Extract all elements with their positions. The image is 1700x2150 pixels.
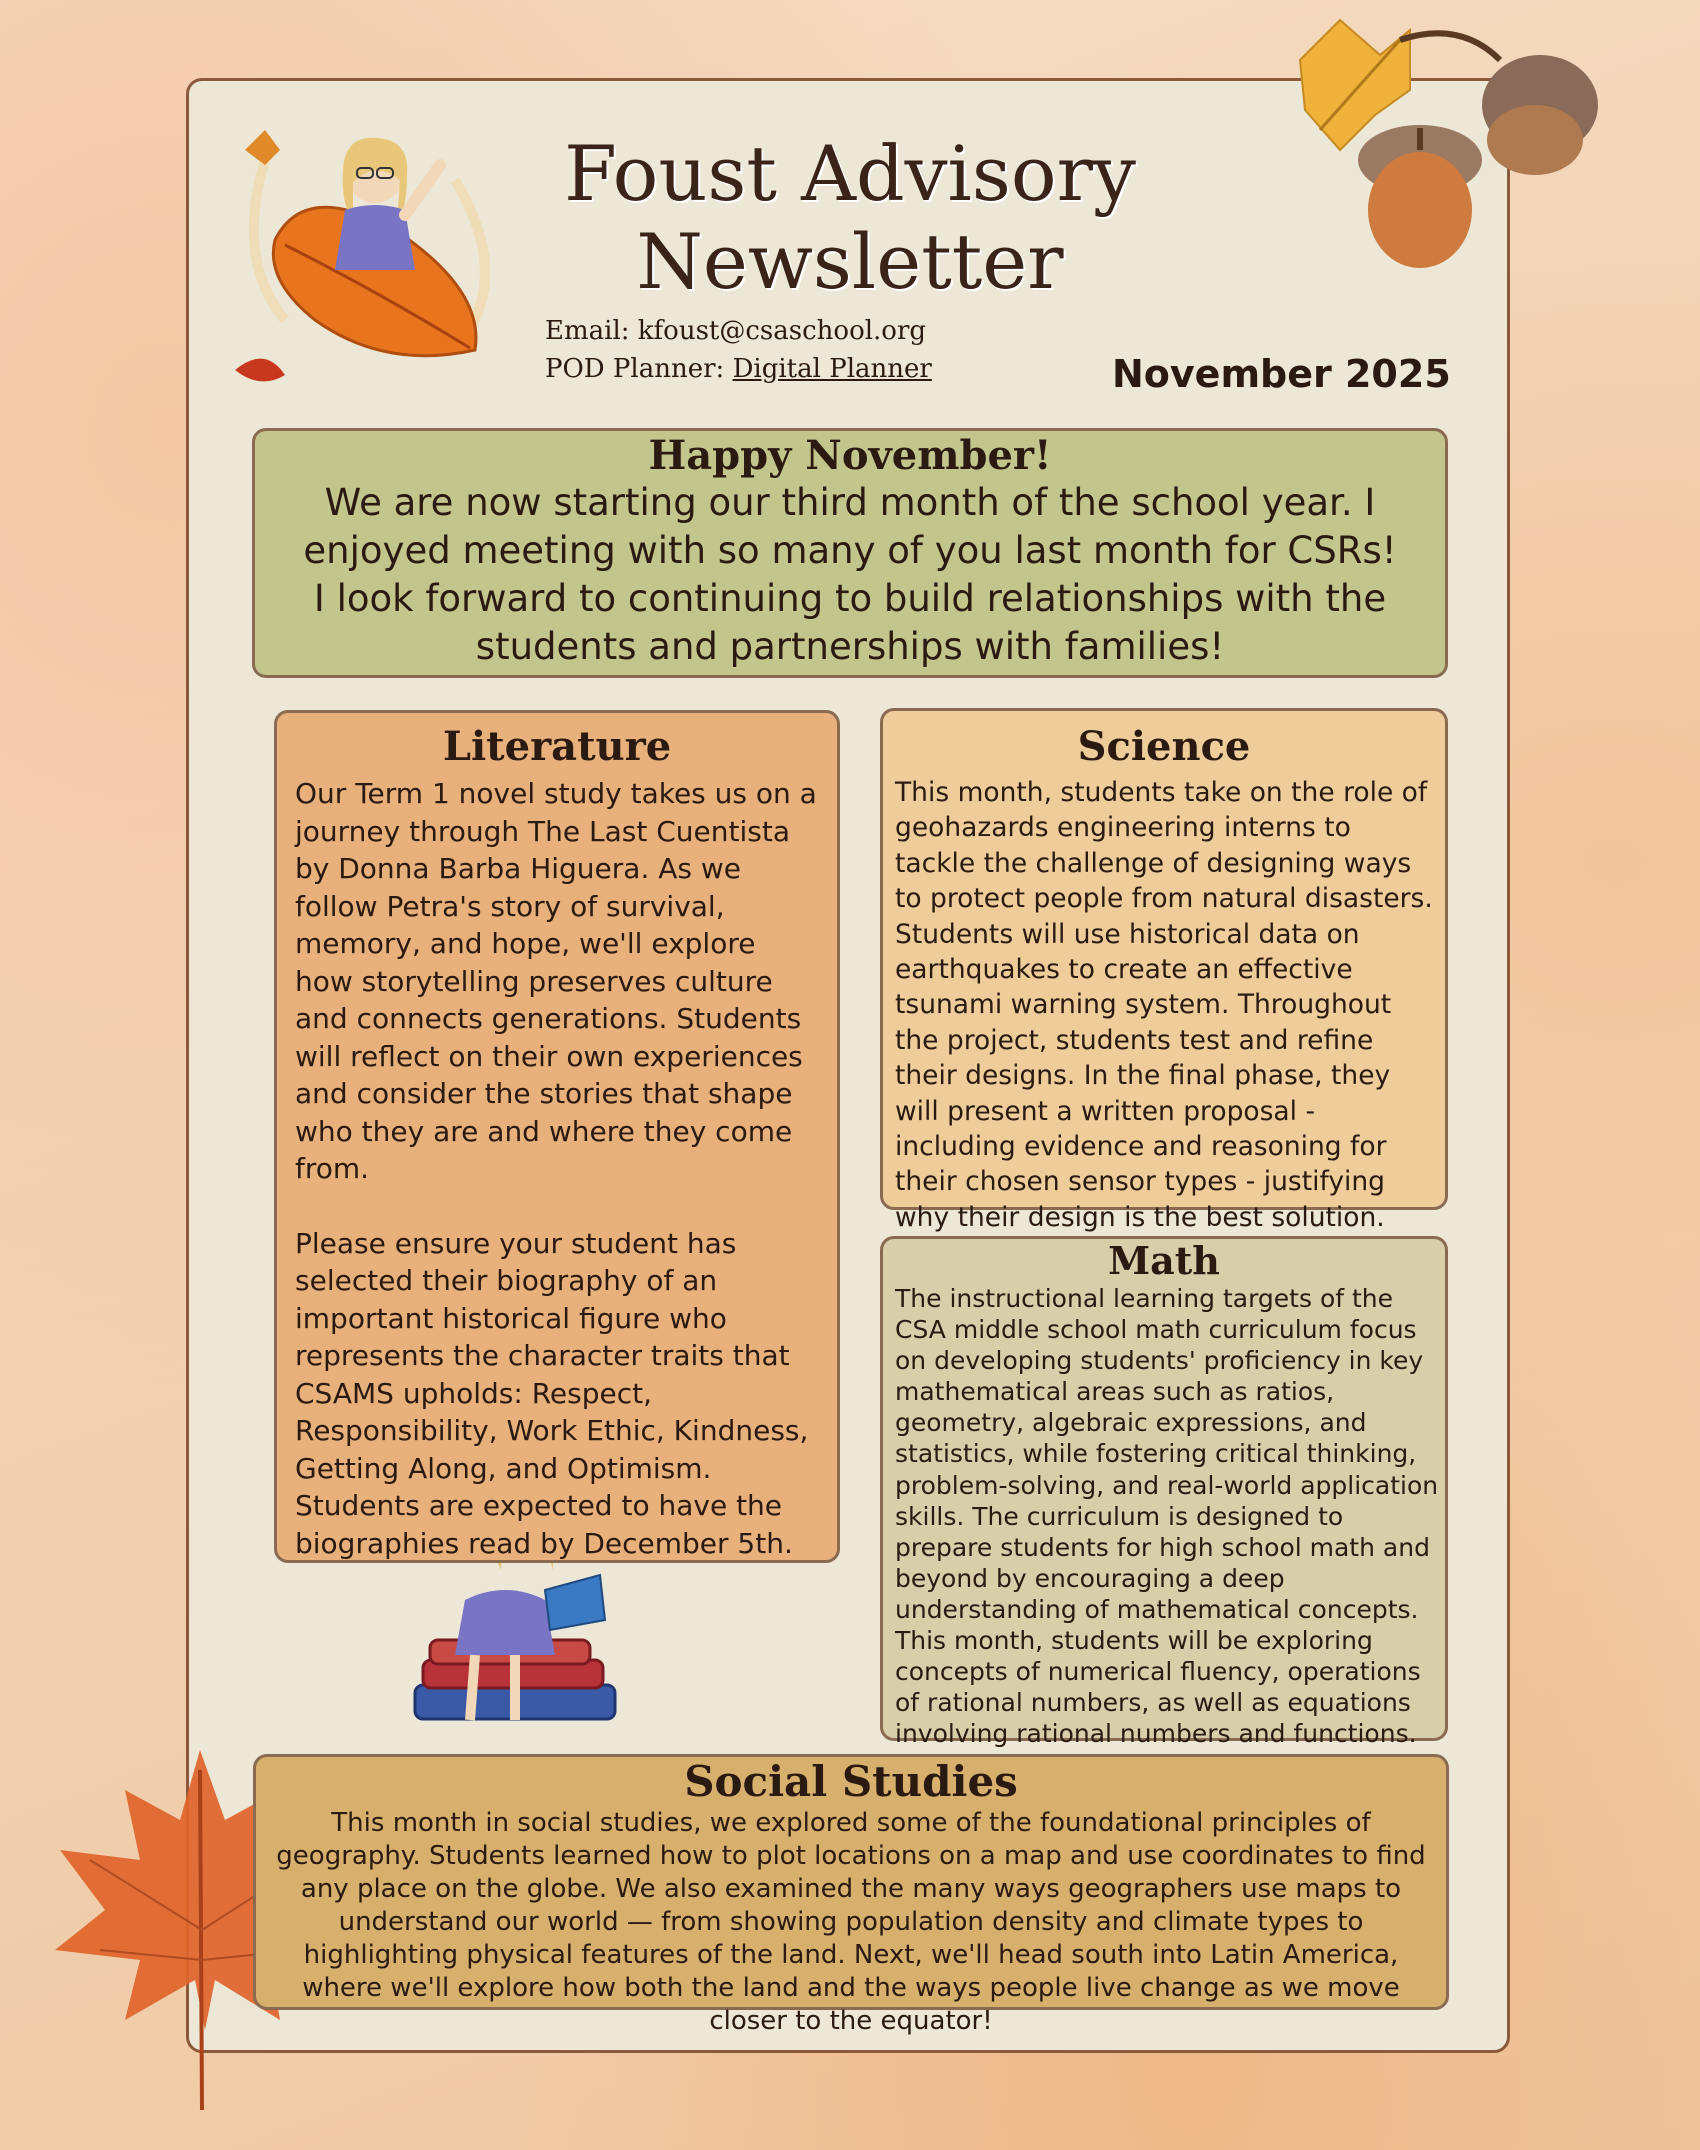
avatar-on-leaf-illustration bbox=[225, 120, 525, 400]
issue-date: November 2025 bbox=[1112, 352, 1451, 396]
math-body: The instructional learning targets of the CSA middle school math curriculum focus on developing students' proficiency in key mathematical areas such as ratios, geometry, algebraic expressions, and statistics, while fostering critical thinking, problem-solving, and real-world application skills. The curriculum is designed to prepare students for high school math and beyond by encouraging a deep understanding of mathematical concepts. This month, students will be exploring concepts of numerical fluency, operations of rational numbers, as well as equations involving rational numbers and functions. bbox=[895, 1284, 1439, 1749]
welcome-body: We are now starting our third month of the school year. I enjoyed meeting with so many of you last month for CSRs! I look forward to continuing to build relationships with the students and partnerships with families! bbox=[303, 481, 1397, 668]
contact-info bbox=[545, 312, 932, 388]
science-body: This month, students take on the role of geohazards engineering interns to tackle the challenge of designing ways to protect people from natural disasters. Students will use historical data on earthquakes to create an effective tsunami warning system. Throughout the project, students test and refine their designs. In the final phase, they will present a written proposal - including evidence and reasoning for their chosen sensor types - justifying why their design is the best solution. bbox=[895, 777, 1433, 1233]
title-line-2: Newsletter bbox=[636, 217, 1064, 306]
social-studies-body: This month in social studies, we explored some of the foundational principles of geography. Students learned how to plot locations on a map and use coordinates to find any place on the globe. We also examined the many ways geographers use maps to understand our world — from showing population density and climate types to highlighting physical features of the land. Next, we'll head south into Latin America, where we'll explore how both the land and the ways people live change as we move closer to the equator! bbox=[276, 1808, 1426, 2036]
literature-paragraph-1: Our Term 1 novel study takes us on a journey through The Last Cuentista by Donna Barba Higuera. As we follow Petra's story of survival, memory, and hope, we'll explore how storytelling preserves culture and connects generations. Students will reflect on their own experiences and consider the stories that shape who they are and where they come from. bbox=[295, 777, 817, 1185]
acorns-illustration bbox=[1260, 0, 1620, 290]
literature-heading: Literature bbox=[442, 723, 672, 770]
planner-label: POD Planner: bbox=[545, 354, 725, 384]
welcome-heading: Happy November! bbox=[648, 432, 1052, 479]
math-section bbox=[880, 1236, 1448, 1749]
social-studies-section bbox=[253, 1754, 1449, 2036]
digital-planner-link[interactable]: Digital Planner bbox=[732, 354, 932, 384]
science-heading: Science bbox=[1077, 723, 1251, 770]
literature-section bbox=[274, 710, 840, 1563]
email-label: Email: bbox=[545, 316, 630, 346]
social-studies-heading: Social Studies bbox=[684, 1757, 1018, 1806]
title-line-1: Foust Advisory bbox=[564, 129, 1136, 218]
newsletter-title bbox=[540, 130, 1160, 306]
science-section bbox=[880, 708, 1448, 1233]
welcome-section bbox=[252, 428, 1448, 678]
literature-paragraph-2: Please ensure your student has selected their biography of an important historical figure who represents the character traits that CSAMS upholds: Respect, Responsibility, Work Ethic, Kindness, Getting Along, and Optimism. Students are expected to have the biographies read by December 5th. bbox=[295, 1226, 809, 1560]
email-address[interactable]: kfoust@csaschool.org bbox=[637, 316, 927, 346]
math-heading: Math bbox=[1108, 1238, 1220, 1283]
